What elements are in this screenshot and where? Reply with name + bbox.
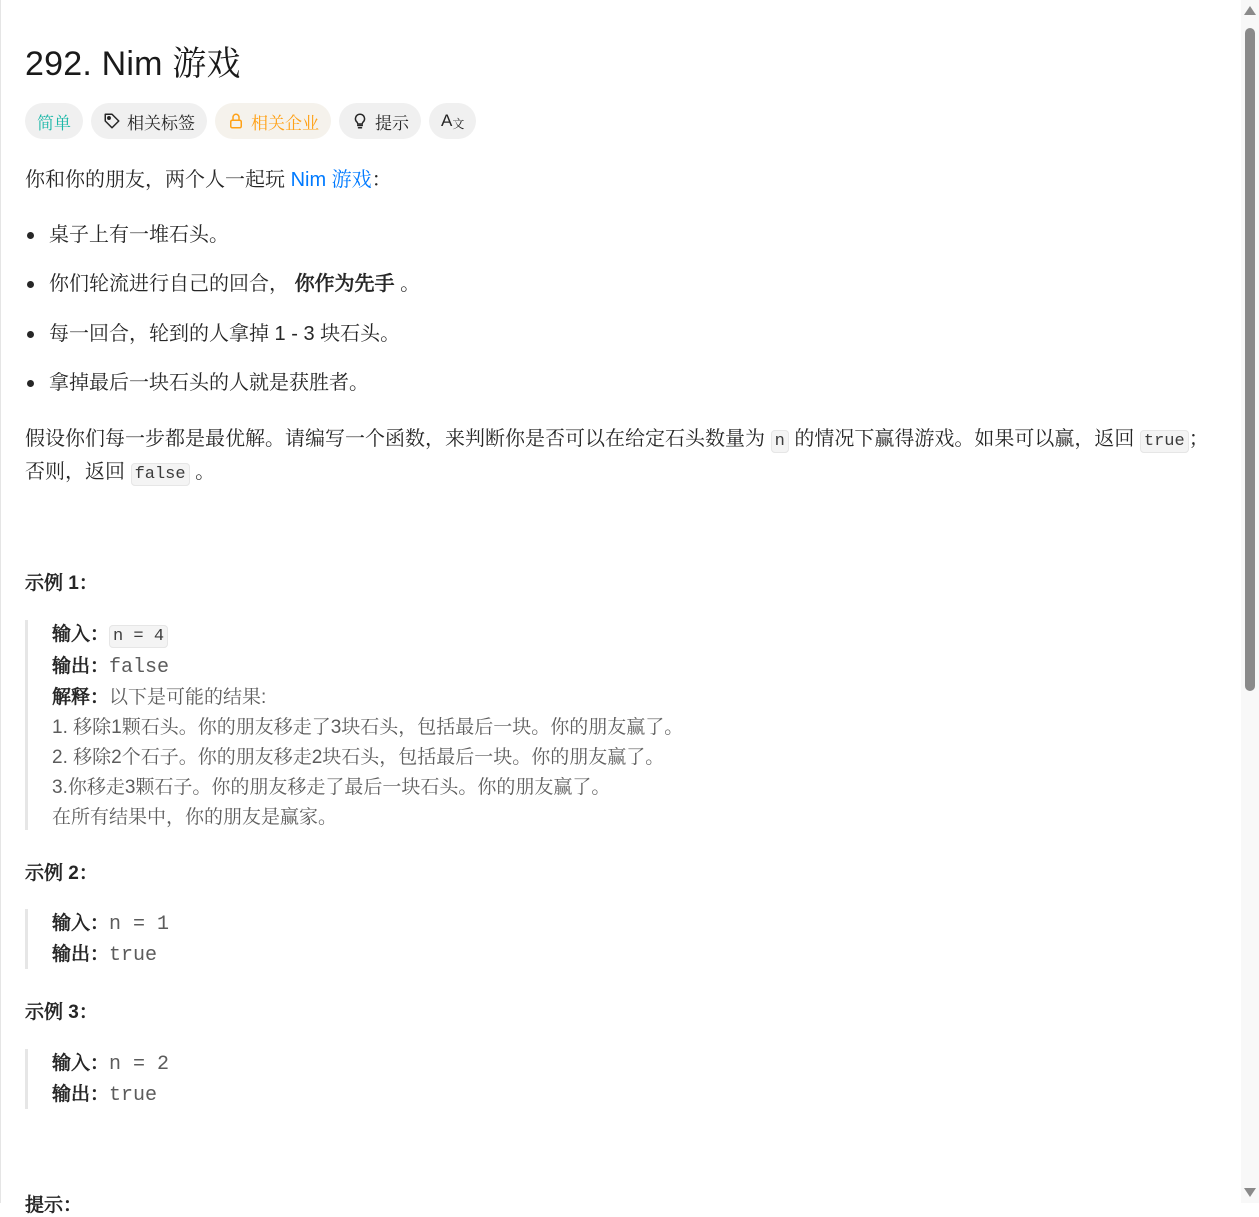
problem-title[interactable]: 292. Nim 游戏 (25, 45, 241, 83)
translate-icon: A 文 (441, 111, 465, 131)
related-tags-label: 相关标签 (127, 113, 195, 133)
example-3-input: 输入：n = 2 (52, 1053, 170, 1076)
example-1-line: 2. 移除2个石子。你的朋友移走2块石头，包括最后一块。你的朋友赢了。 (52, 747, 665, 768)
scroll-up-arrow-icon[interactable] (1244, 6, 1256, 15)
example-2-input: 输入：n = 1 (52, 913, 170, 936)
scroll-thumb[interactable] (1245, 28, 1255, 691)
code-n: n (771, 430, 789, 453)
code-false: false (131, 463, 190, 486)
bullet-icon (27, 331, 34, 338)
example-3-title: 示例 3： (25, 1002, 98, 1023)
example-1-title: 示例 1： (25, 573, 98, 594)
example-3-block (25, 1049, 169, 1109)
list-item: 每一回合，轮到的人拿掉 1 - 3 块石头。 (25, 319, 420, 368)
bullet-icon (27, 232, 34, 239)
nim-game-link[interactable]: Nim 游戏 (290, 169, 372, 191)
translate-button[interactable] (429, 103, 476, 139)
difficulty-badge (25, 103, 83, 139)
example-1-line: 1. 移除1颗石头。你的朋友移走了3块石头，包括最后一块。你的朋友赢了。 (52, 717, 684, 738)
example-2-title: 示例 2： (25, 863, 98, 884)
example-1-block (25, 620, 683, 830)
example-3-output: 输出：true (52, 1084, 158, 1107)
example-1-explanation: 解释：以下是可能的结果: (52, 687, 267, 708)
example-2-output: 输出：true (52, 944, 158, 967)
scroll-down-arrow-icon[interactable] (1244, 1188, 1256, 1197)
bullet-icon (27, 380, 34, 387)
problem-intro (25, 165, 1215, 195)
related-companies-label: 相关企业 (251, 113, 319, 133)
vertical-scrollbar[interactable] (1241, 0, 1259, 1203)
code-true: true (1140, 430, 1189, 453)
list-item: 桌子上有一堆石头。 (25, 220, 420, 269)
tag-icon (103, 112, 121, 130)
list-item: 拿掉最后一块石头的人就是获胜者。 (25, 368, 420, 417)
difficulty-label: 简单 (37, 113, 71, 133)
intro-suffix: ： (371, 169, 392, 191)
list-item: 你们轮流进行自己的回合， 你作为先手 。 (25, 269, 420, 318)
tips-title: 提示： (25, 1195, 83, 1216)
hint-button[interactable] (339, 103, 421, 139)
example-1-line: 3.你移走3颗石子。你的朋友移走了最后一块石头。你的朋友赢了。 (52, 777, 611, 798)
example-2-block (25, 909, 169, 969)
example-1-output: 输出：false (52, 656, 170, 679)
problem-tags (25, 103, 476, 139)
intro-text: 你和你的朋友，两个人一起玩 (25, 169, 291, 191)
rules-list (25, 220, 420, 417)
example-1-line: 在所有结果中，你的朋友是赢家。 (52, 807, 338, 828)
example-1-input: 输入： n = 4 (52, 620, 683, 652)
first-player-emphasis: 你作为先手 (294, 273, 395, 296)
bullet-icon (27, 281, 34, 288)
related-companies-button[interactable] (215, 103, 331, 139)
task-statement: 假设你们每一步都是最优解。请编写一个函数，来判断你是否可以在给定石头数量为 n 的情况下赢得游戏。如果可以赢，返回 true ；否则，返回 false 。 (25, 428, 1209, 484)
lightbulb-icon (351, 112, 369, 130)
related-tags-button[interactable] (91, 103, 207, 139)
lock-icon (227, 112, 245, 130)
hint-label: 提示 (375, 113, 409, 133)
